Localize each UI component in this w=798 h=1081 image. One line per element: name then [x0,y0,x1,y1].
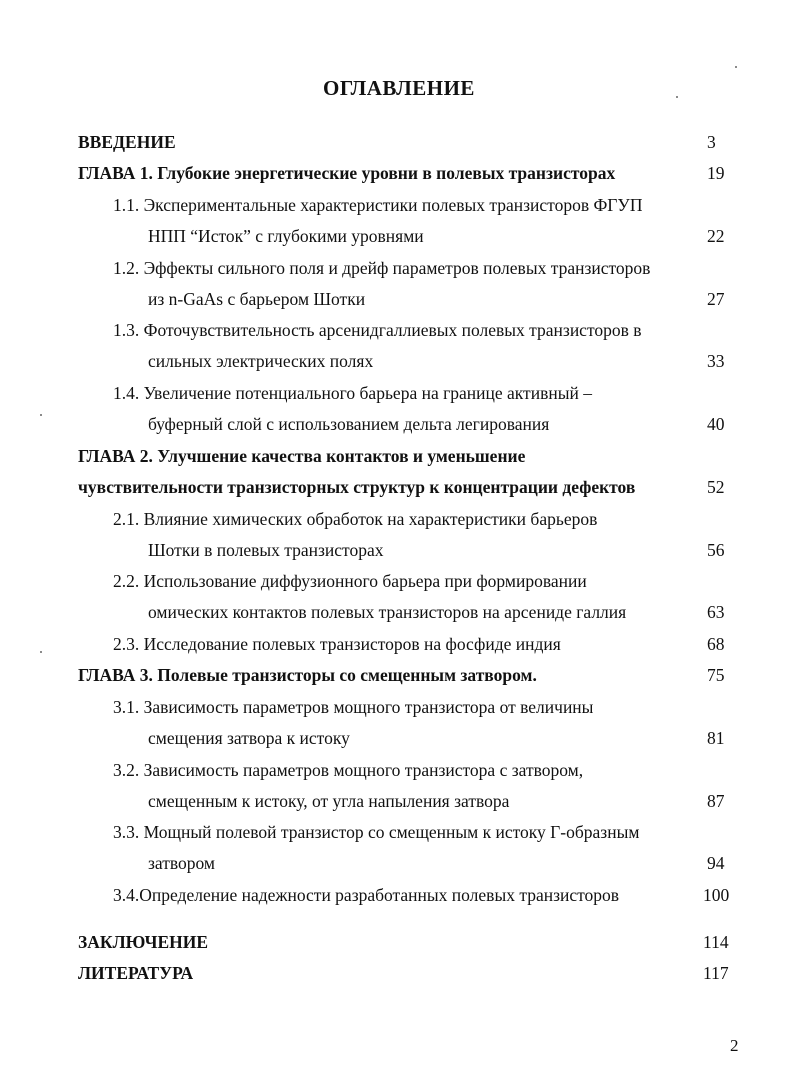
scan-speck [40,651,42,653]
page-title: ОГЛАВЛЕНИЕ [323,76,475,100]
toc-entry-3-2-line2: смещенным к истоку, от угла напыления затвора [148,791,510,811]
toc-entry-chapter-2-line2: чувствительности транзисторных структур к концентрации дефектов [78,477,636,497]
toc-entry-3-1-line2: смещения затвора к истоку [148,728,350,748]
toc-entry-intro: ВВЕДЕНИЕ [78,132,176,152]
scan-speck [40,414,42,416]
toc-entry-2-1-line1: 2.1. Влияние химических обработок на характеристики барьеров [113,509,598,529]
toc-entry-chapter-2-line1: ГЛАВА 2. Улучшение качества контактов и уменьшение [78,446,526,466]
toc-page-3-2: 87 [707,791,725,811]
toc-page-chapter-1: 19 [707,163,725,183]
toc-entry-1-4-line1: 1.4. Увеличение потенциального барьера на границе активный – [113,383,592,403]
toc-entry-literature: ЛИТЕРАТУРА [78,963,194,983]
toc-entry-conclusion: ЗАКЛЮЧЕНИЕ [78,932,209,952]
scan-speck [735,66,737,68]
toc-entry-chapter-3: ГЛАВА 3. Полевые транзисторы со смещенным затвором. [78,665,537,685]
toc-page-2-1: 56 [707,540,725,560]
toc-entry-1-3-line2: сильных электрических полях [148,351,374,371]
toc-entry-3-1-line1: 3.1. Зависимость параметров мощного транзистора от величины [113,697,594,717]
toc-entry-1-3-line1: 1.3. Фоточувствительность арсенидгаллиевых полевых транзисторов в [113,320,642,340]
toc-page-1-3: 33 [707,351,725,371]
toc-page-1-1: 22 [707,226,725,246]
toc-page-2-2: 63 [707,602,725,622]
toc-page-3-3: 94 [707,853,725,873]
toc-page-chapter-2: 52 [707,477,725,497]
toc-page-1-4: 40 [707,414,725,434]
toc-page-intro: 3 [707,132,716,152]
toc-page-1-2: 27 [707,289,725,309]
toc-entry-2-3: 2.3. Исследование полевых транзисторов на фосфиде индия [113,634,561,654]
toc-entry-3-3-line2: затвором [148,853,216,873]
toc-entry-3-3-line1: 3.3. Мощный полевой транзистор со смещенным к истоку Г-образным [113,822,640,842]
scan-speck [676,96,678,98]
toc-entry-1-4-line2: буферный слой с использованием дельта легирования [148,414,550,434]
toc-entry-2-1-line2: Шотки в полевых транзисторах [148,540,384,560]
toc-entry-1-2-line2: из n-GaAs с барьером Шотки [148,289,366,309]
toc-entry-1-1-line2: НПП “Исток” с глубокими уровнями [148,226,424,246]
toc-page-3-4: 100 [703,885,730,905]
toc-entry-1-2-line1: 1.2. Эффекты сильного поля и дрейф параметров полевых транзисторов [113,258,651,278]
toc-entry-chapter-1: ГЛАВА 1. Глубокие энергетические уровни в полевых транзисторах [78,163,616,183]
page-number: 2 [730,1036,739,1055]
toc-page-literature: 117 [703,963,729,983]
toc-entry-2-2-line1: 2.2. Использование диффузионного барьера при формировании [113,571,587,591]
toc-entry-3-2-line1: 3.2. Зависимость параметров мощного транзистора с затвором, [113,760,584,780]
toc-page-conclusion: 114 [703,932,729,952]
toc-page-2-3: 68 [707,634,725,654]
toc-entry-3-4: 3.4.Определение надежности разработанных полевых транзисторов [113,885,620,905]
toc-page-chapter-3: 75 [707,665,725,685]
toc-page-3-1: 81 [707,728,725,748]
toc-entry-1-1-line1: 1.1. Экспериментальные характеристики полевых транзисторов ФГУП [113,195,643,215]
toc-entry-2-2-line2: омических контактов полевых транзисторов на арсениде галлия [148,602,627,622]
